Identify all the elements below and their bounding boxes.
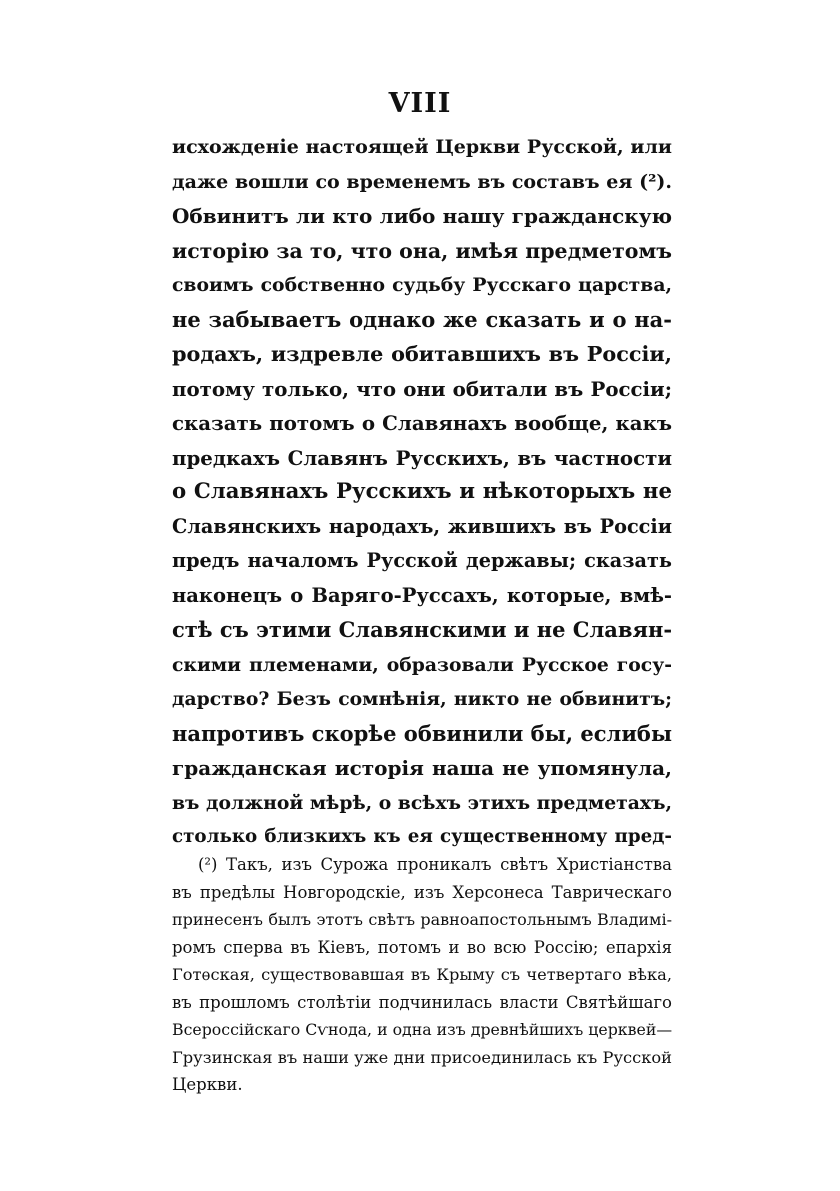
text-line: о Славянахъ Русскихъ и нѣкоторыхъ не: [172, 479, 672, 504]
text-line: стѣ съ этими Славянскими и не Славян-: [172, 617, 673, 642]
text-line: сказать потомъ о Славянахъ вообще, какъ: [172, 411, 672, 435]
footnote-line: въ предѣлы Новгородскіе, изъ Херсонеса Таврическаго: [172, 882, 672, 902]
text-line: исторію за то, что она, имѣя предметомъ: [172, 238, 672, 263]
text-line: своимъ собственно судьбу Русскаго царства,: [172, 274, 672, 296]
footnote: [172, 851, 672, 1099]
page-number: VIII: [388, 88, 452, 119]
footnote-line: ромъ сперва въ Кіевъ, потомъ и во всю Россію; епархія: [172, 937, 672, 957]
footnote-line: (²) Такъ, изъ Сурожа проникалъ свѣтъ Христіанства: [198, 855, 672, 874]
text-line: напротивъ скорѣе обвинили бы, еслибы: [172, 720, 672, 746]
footnote-line: Готѳская, существовавшая въ Крыму съ четвертаго вѣка,: [172, 965, 672, 984]
footnote-line: Всероссійскаго Сѵнода, и одна изъ древнѣйшихъ церквей—: [172, 1020, 673, 1039]
text-line: даже вошли со временемъ въ составъ ея (²).: [172, 170, 672, 193]
text-line: скими племенами, образовали Русское госу-: [172, 653, 672, 676]
text-line: не забываетъ однако же сказать и о на-: [172, 306, 672, 332]
text-line: въ должной мѣрѣ, о всѣхъ этихъ предметахъ,: [172, 791, 672, 814]
text-line: потому только, что они обитали въ Россіи;: [172, 376, 672, 401]
main-text: [172, 130, 672, 855]
text-line: наконецъ о Варяго-Руссахъ, которые, вмѣ-: [172, 583, 672, 607]
text-line: столько близкихъ къ ея существенному пред-: [172, 826, 672, 847]
text-line: дарство? Безъ сомнѣнія, никто не обвинитъ;: [172, 688, 672, 710]
text-line: гражданская исторія наша не упомянула,: [172, 756, 672, 780]
footnote-line: въ прошломъ столѣтіи подчинилась власти Святѣйшаго: [172, 992, 672, 1012]
text-line: предкахъ Славянъ Русскихъ, въ частности: [172, 445, 672, 470]
text-line: родахъ, издревле обитавшихъ въ Россіи,: [172, 342, 672, 366]
text-line: Обвинитъ ли кто либо нашу гражданскую: [172, 204, 672, 228]
text-line: исхожденіе настоящей Церкви Русской, или: [172, 136, 672, 158]
footnote-line: Грузинская въ наши уже дни присоединилась къ Русской: [172, 1047, 672, 1067]
text-line: Славянскихъ народахъ, жившихъ въ Россіи: [172, 514, 672, 538]
footnote-line: Церкви.: [172, 1075, 243, 1094]
footnote-line: принесенъ былъ этотъ свѣтъ равноапостольнымъ Владимі-: [172, 910, 672, 929]
text-line: предъ началомъ Русской державы; сказать: [172, 549, 672, 572]
